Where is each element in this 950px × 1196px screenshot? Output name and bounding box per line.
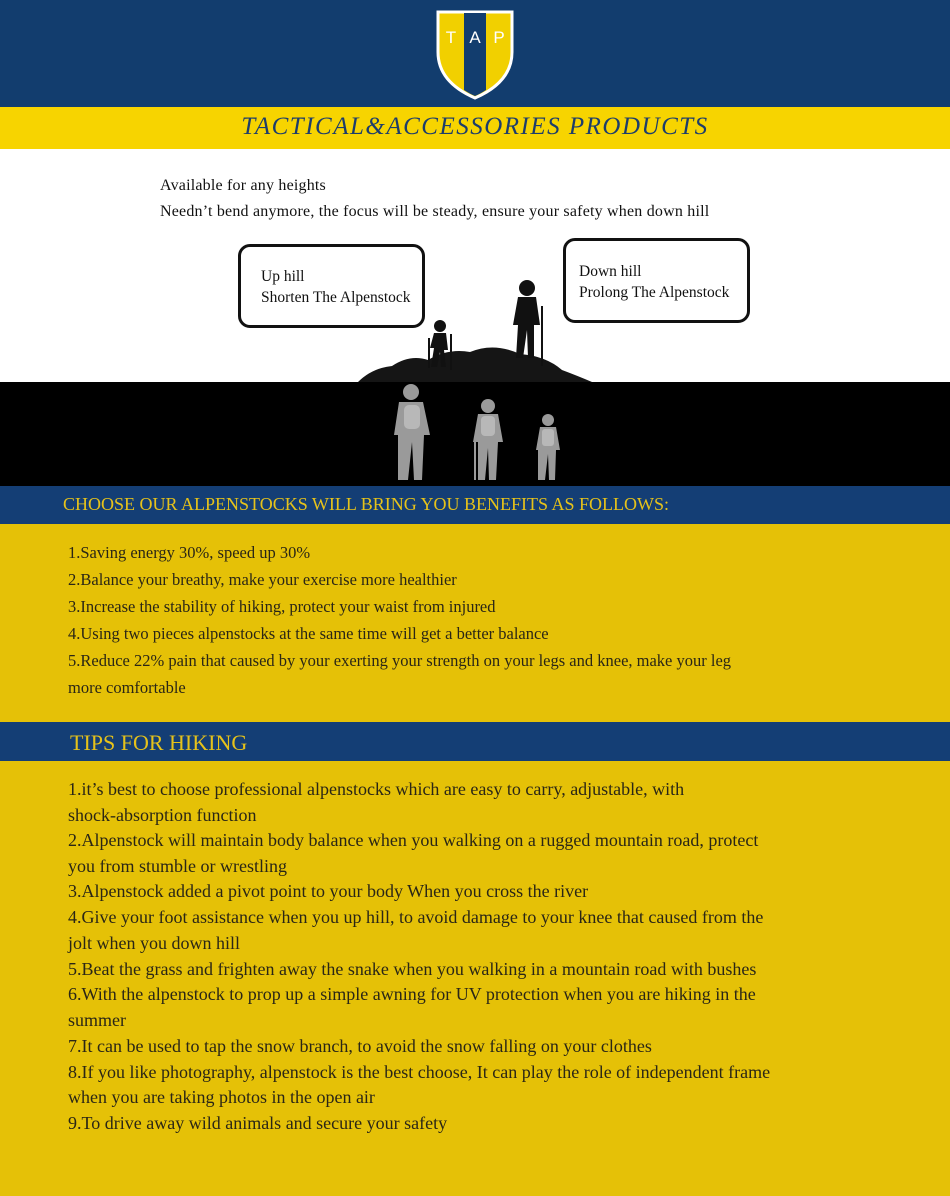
tip-line-8: 5.Beat the grass and frighten away the snake when you walking in a mountain road with bushes bbox=[68, 959, 757, 979]
downhill-bubble bbox=[563, 238, 750, 323]
tip-line-12: 8.If you like photography, alpenstock is the best choose, It can play the role of independent frame bbox=[68, 1062, 771, 1082]
downhill-label: Down hill bbox=[579, 263, 642, 280]
benefit-line-2: 2.Balance your breathy, make your exercise more healthier bbox=[68, 570, 457, 589]
tips-panel bbox=[0, 761, 950, 1196]
logo-letter-a: A bbox=[469, 28, 481, 47]
uphill-instruction: Shorten The Alpenstock bbox=[261, 289, 411, 306]
intro-line-1: Available for any heights bbox=[160, 177, 326, 194]
benefits-header-bar bbox=[0, 486, 950, 524]
benefit-line-1: 1.Saving energy 30%, speed up 30% bbox=[68, 543, 311, 562]
benefit-line-5: 5.Reduce 22% pain that caused by your exerting your strength on your legs and knee, make your leg bbox=[68, 651, 732, 670]
logo-letter-p: P bbox=[493, 28, 505, 47]
tap-shield-logo bbox=[434, 6, 516, 100]
downhill-instruction: Prolong The Alpenstock bbox=[579, 284, 730, 301]
page-title: TACTICAL&ACCESSORIES PRODUCTS bbox=[241, 113, 709, 140]
tip-line-7: jolt when you down hill bbox=[68, 933, 240, 953]
benefits-heading: CHOOSE OUR ALPENSTOCKS WILL BRING YOU BENEFITS AS FOLLOWS: bbox=[63, 494, 670, 514]
benefit-line-5-continued: more comfortable bbox=[68, 678, 186, 697]
title-bar bbox=[0, 107, 950, 149]
tip-line-11: 7.It can be used to tap the snow branch, to avoid the snow falling on your clothes bbox=[68, 1036, 652, 1056]
intro-line-2: Needn’t bend anymore, the focus will be steady, ensure your safety when down hill bbox=[160, 203, 710, 220]
benefit-line-3: 3.Increase the stability of hiking, protect your waist from injured bbox=[68, 597, 496, 616]
tip-line-5: 3.Alpenstock added a pivot point to your body When you cross the river bbox=[68, 881, 589, 901]
hikers-silhouette-illustration bbox=[0, 230, 950, 486]
uphill-label: Up hill bbox=[261, 268, 305, 285]
tip-line-4: you from stumble or wrestling bbox=[68, 856, 287, 876]
tips-heading: TIPS FOR HIKING bbox=[70, 730, 248, 755]
benefit-line-4: 4.Using two pieces alpenstocks at the same time will get a better balance bbox=[68, 624, 549, 643]
tip-line-1: 1.it’s best to choose professional alpenstocks which are easy to carry, adjustable, with bbox=[68, 779, 685, 799]
tip-line-9: 6.With the alpenstock to prop up a simple awning for UV protection when you are hiking in the bbox=[68, 984, 756, 1004]
header-bar bbox=[0, 0, 950, 107]
logo-letter-t: T bbox=[445, 28, 457, 47]
tip-line-13: when you are taking photos in the open air bbox=[68, 1087, 375, 1107]
tip-line-10: summer bbox=[68, 1010, 126, 1030]
tips-header-bar bbox=[0, 722, 950, 761]
tip-line-2: shock-absorption function bbox=[68, 805, 257, 825]
benefits-panel bbox=[0, 524, 950, 722]
tip-line-14: 9.To drive away wild animals and secure your safety bbox=[68, 1113, 448, 1133]
tip-line-3: 2.Alpenstock will maintain body balance when you walking on a rugged mountain road, protect bbox=[68, 830, 759, 850]
uphill-bubble bbox=[238, 244, 425, 328]
tip-line-6: 4.Give your foot assistance when you up hill, to avoid damage to your knee that caused from the bbox=[68, 907, 764, 927]
